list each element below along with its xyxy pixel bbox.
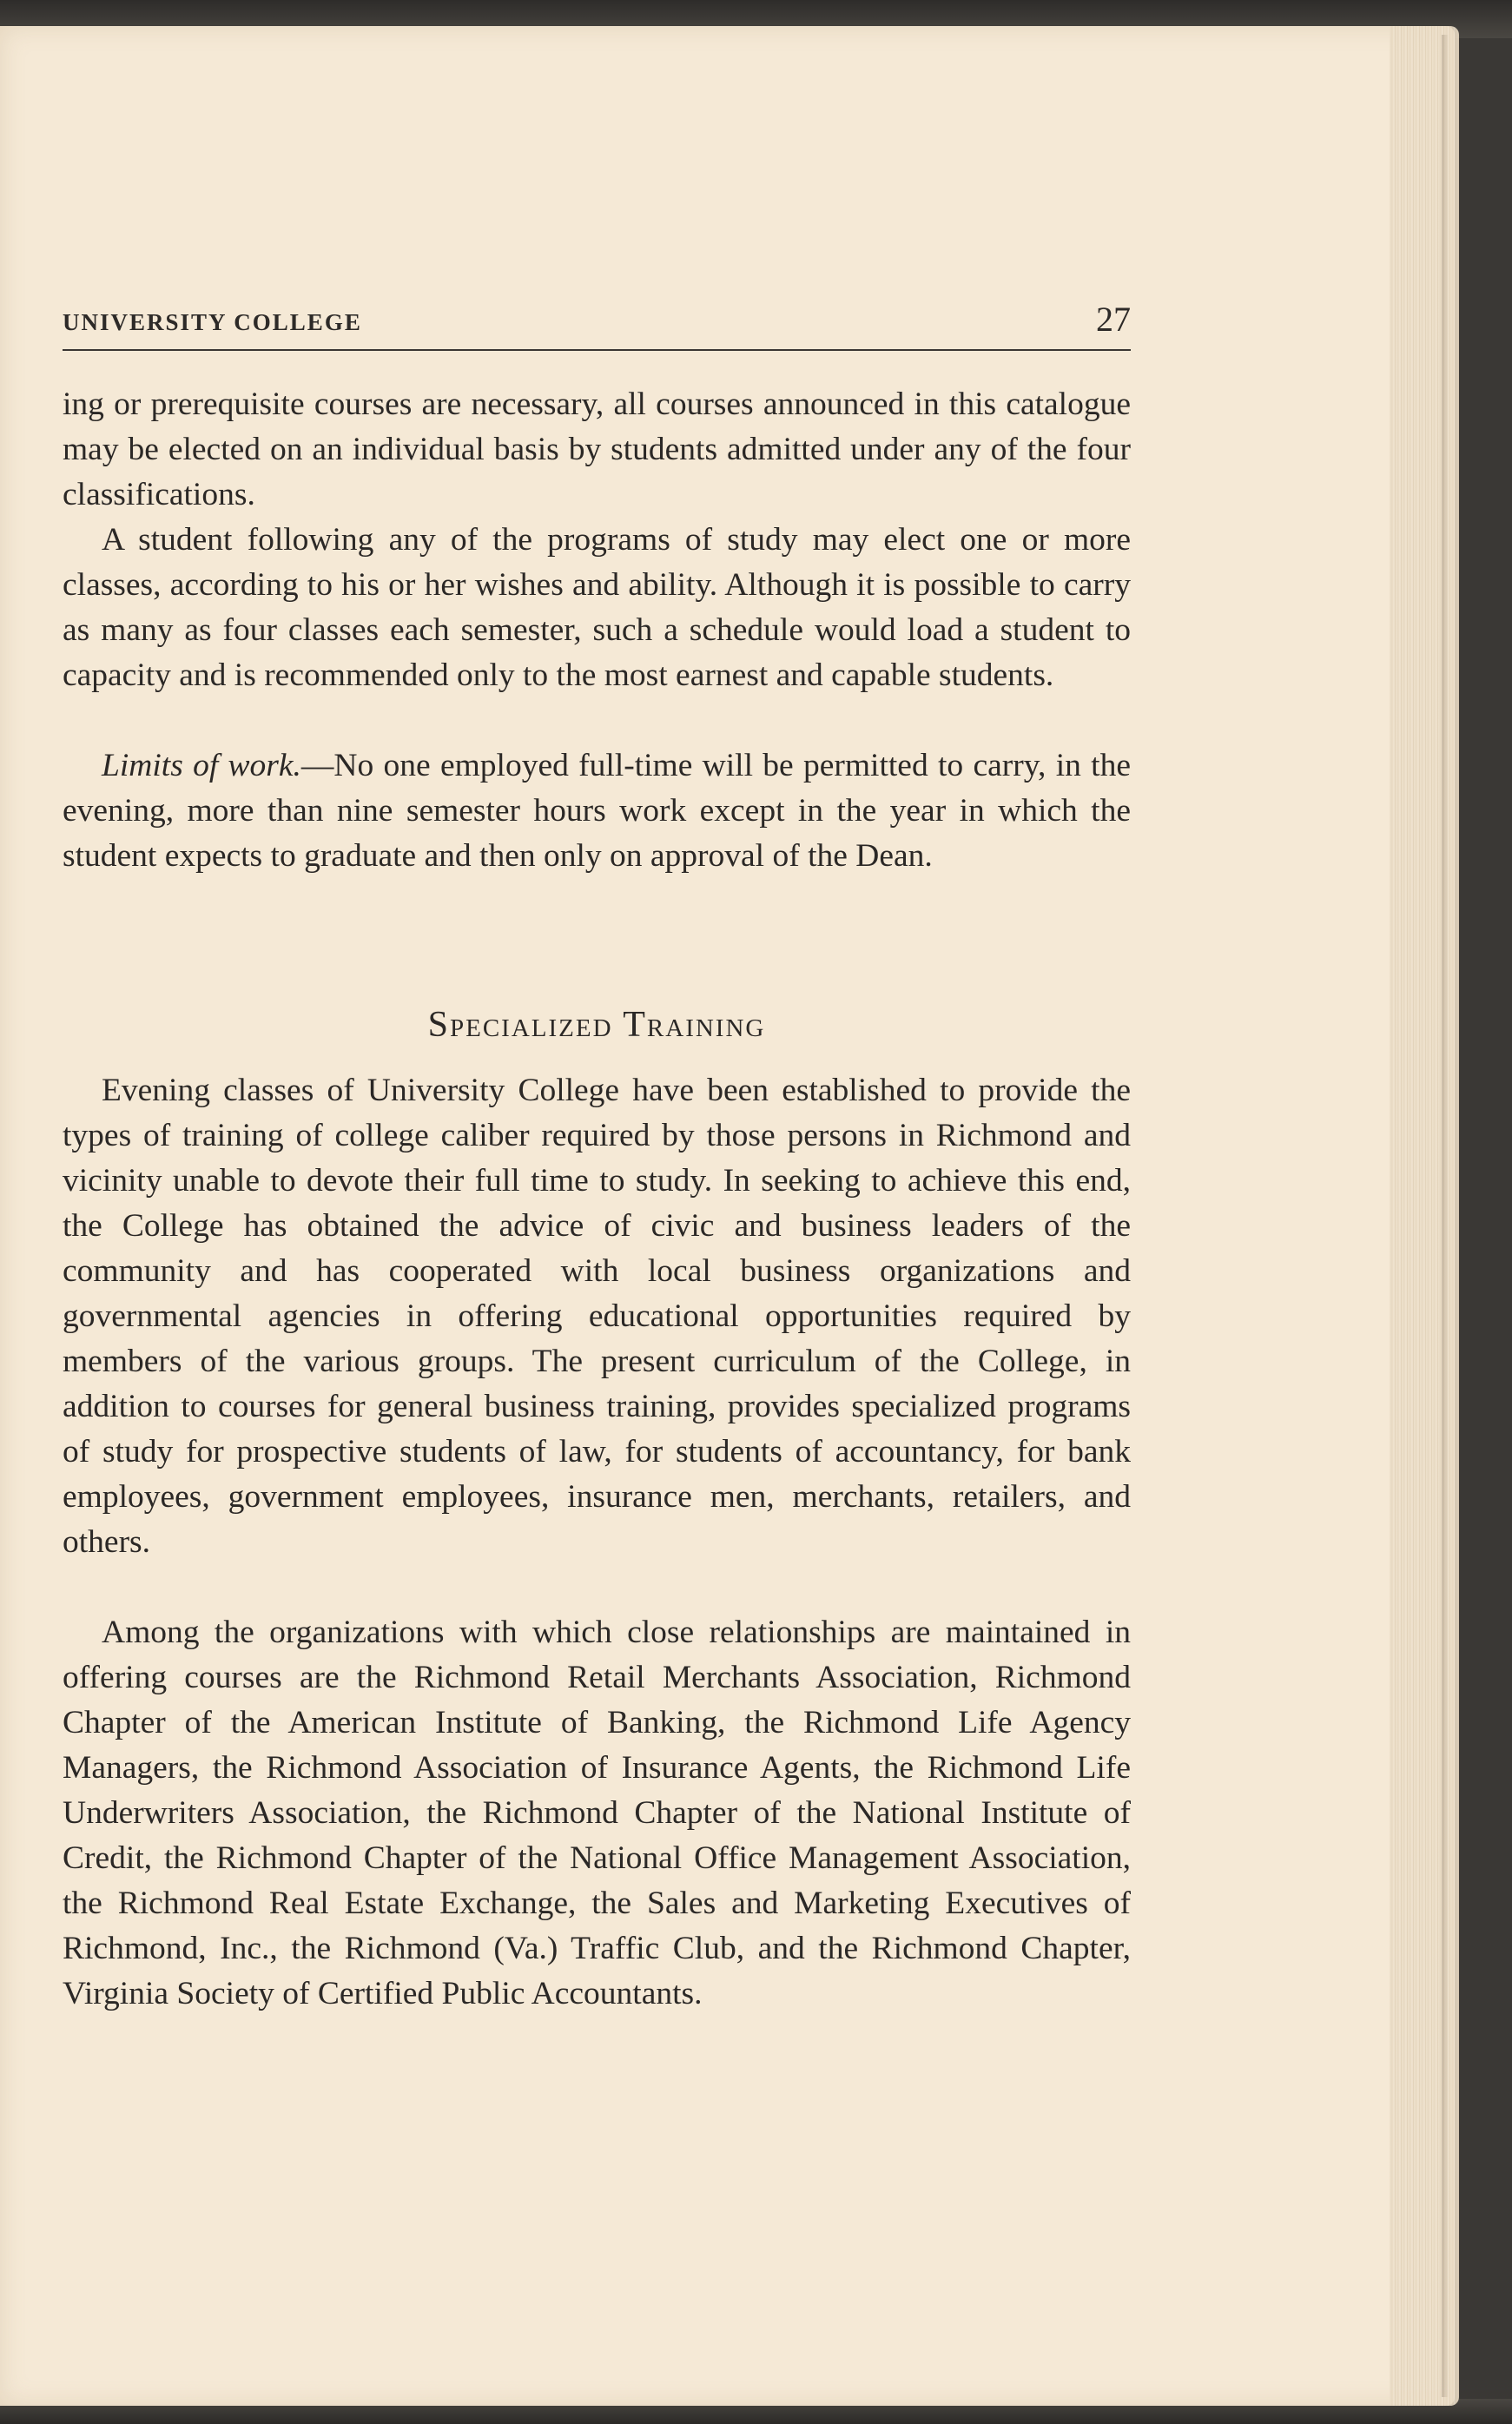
running-head: UNIVERSITY COLLEGE xyxy=(63,309,362,335)
page-number: 27 xyxy=(1096,300,1131,339)
limits-of-work-lead: Limits of work. xyxy=(102,748,301,783)
paragraph-programs: A student following any of the programs of study may elect one or more classes, according to his or her wishes and ability. Although it is possible to carry as many as four classes each semester, such a schedule would load a student to capacity and is recommended only to the most earnest and capable students. xyxy=(63,522,1131,693)
page-edges xyxy=(1390,26,1459,2406)
paragraph-organizations: Among the organizations with which close relationships are maintained in offering courses are the Richmond Retail Merchants Association, Richmond Chapter of the American Institute of Banking, the Richmond Life Agency Managers, the Richmond Association of Insurance Agents, the Richmond Life Underwriters Association, the Richmond Chapter of the National Institute of Credit, the Richmond Chapter of the National Office Management Association, the Richmond Real Estate Exchange, the Sales and Marketing Executives of Richmond, Inc., the Richmond (Va.) Traffic Club, and the Richmond Chapter, Virginia Society of Certified Public Accountants. xyxy=(63,1615,1131,2011)
paragraph-evening-classes: Evening classes of University College have been established to provide the types of training of college caliber required by those persons in Richmond and vicinity unable to devote their full time to study. In seeking to achieve this end, the College has obtained the advice of civic and business leaders of the community and has cooperated with local business organizations and governmental agencies in offering educational opportunities required by members of the various groups. The present curriculum of the College, in addition to courses for general business training, provides specialized programs of study for prospective students of law, for students of accountancy, for bank employees, government employees, insurance men, merchants, retailers, and others. xyxy=(63,1073,1131,1560)
section-title: Specialized Training xyxy=(427,1005,766,1045)
page-header xyxy=(63,295,1131,351)
page-edge-shadow xyxy=(1442,35,1449,2397)
paragraph-continuation: ing or prerequisite courses are necessary, all courses announced in this catalogue may be elected on an individual basis by students admitted under any of the four classifications. xyxy=(63,386,1131,512)
limits-of-work-text: —No one employed full-time will be permitted to carry, in the evening, more than nine semester hours work except in the year in which the student expects to graduate and then only on approval of the Dean. xyxy=(63,748,1131,874)
paragraph-limits-of-work xyxy=(63,743,1131,879)
